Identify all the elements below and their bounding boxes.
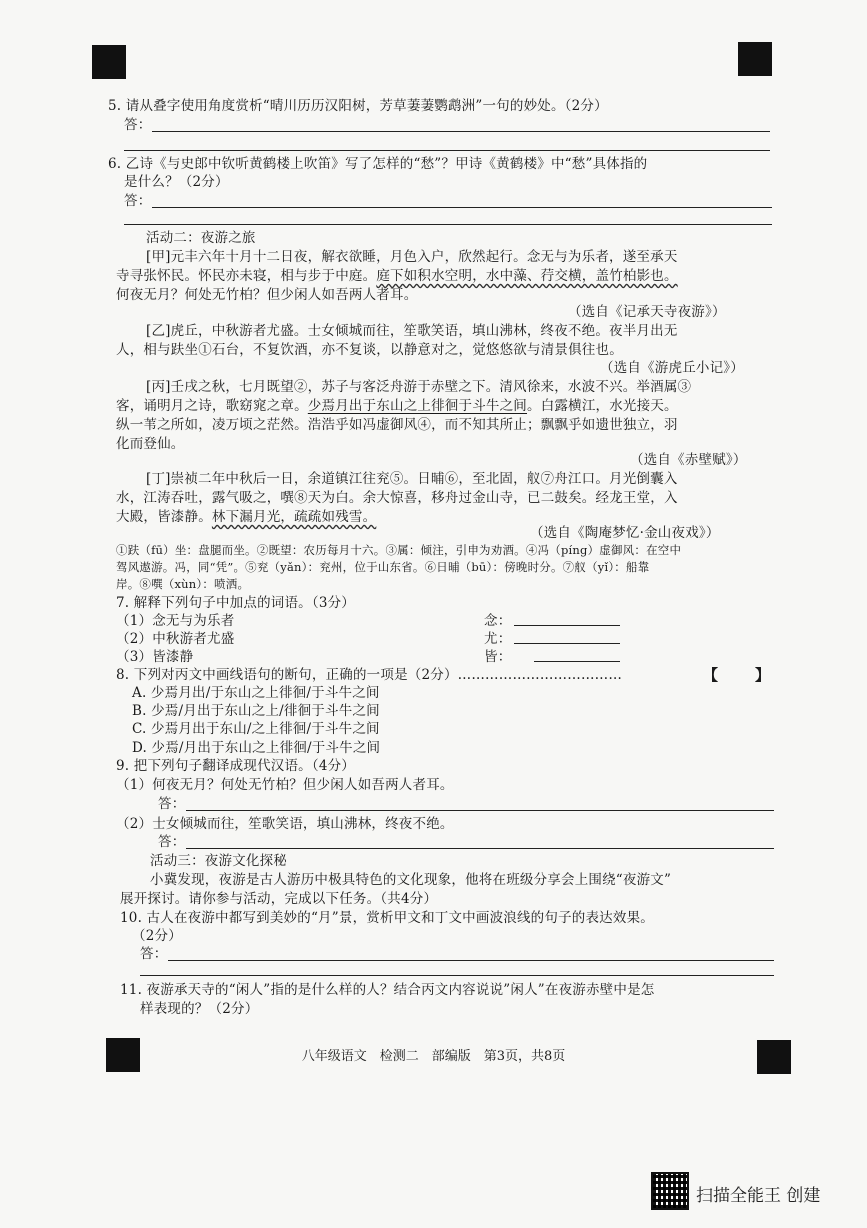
passage-jia-line: 何夜无月？何处无竹柏？但少闲人如吾两人者耳。 (116, 287, 418, 303)
question-7-item: （1）念无与为乐者 (116, 613, 235, 629)
activity-2-title: 活动二：夜游之旅 (146, 230, 256, 246)
question-7-item: （3）皆漆静 (116, 649, 194, 665)
underlined-sentence: 少焉月出于东山之上徘徊于斗牛之间 (307, 398, 528, 414)
option-a[interactable]: A. 少焉月出/于东山之上徘徊/于斗牛之间 (132, 685, 380, 701)
passage-bing-line: 纵一苇之所如，凌万顷之茫然。浩浩乎如冯虚御风④，而不知其所止；飘飘乎如遗世独立，羽 (116, 417, 678, 433)
answer-line[interactable] (152, 207, 772, 208)
answer-label: 答： (124, 117, 152, 133)
answer-line[interactable] (534, 661, 620, 662)
answer-label: 答： (158, 796, 186, 812)
answer-bracket-open[interactable]: 【 (703, 666, 719, 684)
footnote-line: 驾风遨游。冯，同“凭”。⑤兖（yǎn）：兖州，位于山东省。⑥日晡（bū）：傍晚时分。⑦舣（yǐ）：船靠 (116, 560, 650, 574)
question-6-cont: 是什么？（2分） (124, 174, 229, 190)
page-footer: 八年级语文 检测二 部编版 第3页，共8页 (301, 1049, 566, 1064)
scanner-watermark: 扫描全能王 创建 (696, 1186, 821, 1206)
passage-text: 客，诵明月之诗，歌窈窕之章。 (116, 398, 308, 414)
corner-mark-top-right (738, 42, 772, 76)
answer-line[interactable] (152, 131, 770, 132)
activity-3-title: 活动三：夜游文化探秘 (150, 853, 287, 869)
answer-line[interactable] (124, 224, 772, 225)
answer-line[interactable] (140, 975, 774, 976)
answer-key-label: 尤： (484, 631, 512, 647)
passage-ding-line (116, 508, 376, 526)
question-9-item: （1）何夜无月？何处无竹柏？但少闲人如吾两人者耳。 (116, 777, 454, 793)
question-11: 11. 夜游承天寺的“闲人”指的是什么样的人？结合丙文内容说说”闲人”在夜游赤壁中是怎 (120, 982, 655, 998)
passage-text: 寺寻张怀民。怀民亦未寝，相与步于中庭。 (116, 268, 377, 284)
qr-code-icon (651, 1172, 689, 1210)
passage-bing-line: 化而登仙。 (116, 436, 185, 452)
corner-mark-top-left (92, 45, 126, 79)
answer-line[interactable] (168, 960, 774, 961)
answer-label: 答： (158, 834, 186, 850)
passage-ding-line: 水，江涛吞吐，露气吸之，噀⑧天为白。余大惊喜，移舟过金山寺，已二鼓矣。经龙王堂，入 (116, 490, 678, 506)
answer-label: 答： (124, 193, 152, 209)
answer-key-label: 念： (484, 613, 512, 629)
footnote-line: ①趺（fū）坐：盘腿而坐。②既望：农历每月十六。③属：倾注，引申为劝酒。④冯（píng）虚御风：在空中 (116, 543, 682, 557)
activity-3-intro: 小冀发现，夜游是古人游历中极具特色的文化现象，他将在班级分享会上围绕“夜游文” (150, 872, 672, 888)
answer-line[interactable] (186, 848, 774, 849)
question-9: 9. 把下列句子翻译成现代汉语。（4分） (116, 758, 356, 774)
question-7: 7. 解释下列句子中加点的词语。（3分） (116, 595, 356, 611)
answer-bracket-close[interactable]: 】 (755, 666, 771, 684)
answer-label: 答： (140, 946, 168, 962)
option-c[interactable]: C. 少焉月出于东山/之上徘徊/于斗牛之间 (132, 721, 380, 737)
question-10-cont: （2分） (132, 928, 182, 944)
wavy-underlined-sentence: 庭下如积水空明，水中藻、荇交横，盖竹柏影也。 (376, 268, 678, 284)
passage-jia-line (116, 267, 678, 285)
passage-text: 大殿，皆漆静。 (116, 509, 212, 525)
question-8: 8. 下列对丙文中画线语句的断句，正确的一项是（2分）……………………………… (116, 667, 623, 683)
answer-line[interactable] (124, 150, 770, 151)
answer-line[interactable] (514, 625, 620, 626)
passage-jia-line: [甲]元丰六年十月十二日夜，解衣欲睡，月色入户，欣然起行。念无与为乐者，遂至承天 (146, 249, 678, 265)
question-11-cont: 样表现的？（2分） (140, 1001, 259, 1017)
question-10: 10. 古人在夜游中都写到美妙的“月”景，赏析甲文和丁文中画波浪线的句子的表达效果。 (120, 910, 654, 926)
answer-line[interactable] (514, 643, 620, 644)
passage-bing-line (116, 397, 678, 415)
passage-ding-line: [丁]崇祯二年中秋后一日，余道镇江往兖⑤。日晡⑥，至北固，舣⑦舟江口。月光倒囊入 (146, 471, 678, 487)
question-5: 5. 请从叠字使用角度赏析“晴川历历汉阳树，芳草萋萋鹦鹉洲”一句的妙处。（2分） (108, 98, 608, 114)
wavy-underlined-sentence: 林下漏月光，疏疏如残雪。 (211, 509, 377, 525)
activity-3-intro: 展开探讨。请你参与活动，完成以下任务。（共4分） (120, 891, 438, 907)
passage-bing-line: [丙]壬戌之秋，七月既望②，苏子与客泛舟游于赤壁之下。清风徐来，水波不兴。举酒属③ (146, 379, 692, 395)
question-6: 6. 乙诗《与史郎中钦听黄鹤楼上吹笛》写了怎样的“愁”？甲诗《黄鹤楼》中“愁”具体指的 (108, 156, 648, 172)
option-b[interactable]: B. 少焉/月出于东山之上/徘徊于斗牛之间 (132, 703, 380, 719)
source-citation: （选自《赤壁赋》） (630, 452, 747, 468)
question-9-item: （2）士女倾城而往，笙歌笑语，填山沸林，终夜不绝。 (116, 816, 454, 832)
question-7-item: （2）中秋游者尤盛 (116, 631, 235, 647)
passage-yi-line: [乙]虎丘，中秋游者尤盛。士女倾城而往，笙歌笑语，填山沸林，终夜不绝。夜半月出无 (146, 323, 678, 339)
source-citation: （选自《记承天寺夜游》） (568, 304, 726, 320)
answer-key-label: 皆： (484, 649, 512, 665)
source-citation: （选自《游虎丘小记》） (600, 360, 744, 376)
source-citation: （选自《陶庵梦忆·金山夜戏》） (530, 525, 720, 541)
answer-line[interactable] (186, 810, 774, 811)
footnote-line: 岸。⑧噀（xùn）：喷洒。 (116, 577, 250, 591)
passage-yi-line: 人，相与趺坐①石台，不复饮酒，亦不复谈，以静意对之，觉悠悠欲与清景俱往也。 (116, 342, 623, 358)
option-d[interactable]: D. 少焉/月出于东山之上徘徊/于斗牛之间 (132, 740, 381, 756)
passage-text: 。白露横江，水光接天。 (527, 398, 678, 414)
